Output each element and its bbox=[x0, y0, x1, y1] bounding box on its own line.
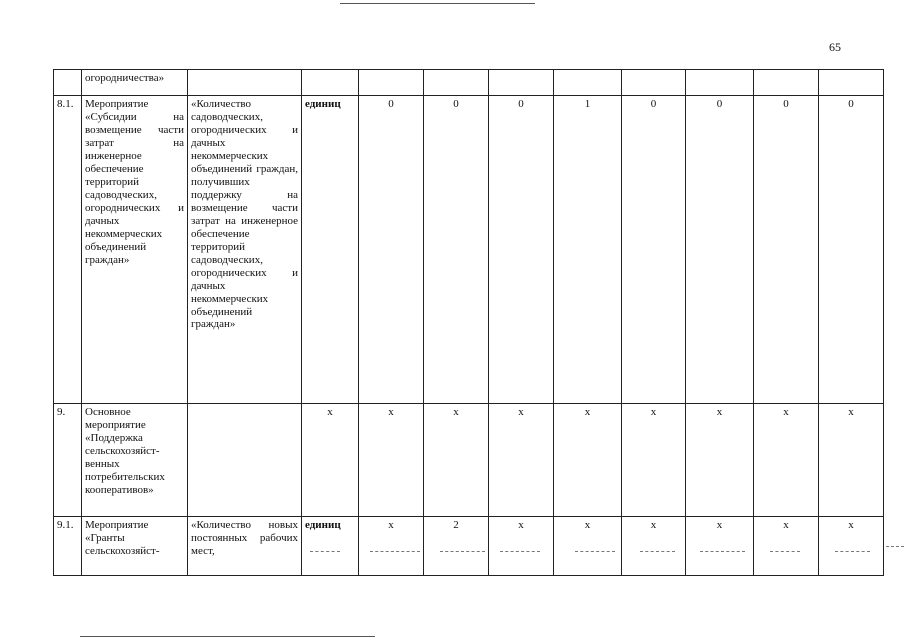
value-cell bbox=[686, 70, 754, 96]
activity-name: Основное мероприятие «Поддержка сельскохозяйст-венных потребительских кооперативов» bbox=[82, 404, 188, 517]
activity-name-text: Мероприятие «Гранты сельскохозяйст- bbox=[85, 519, 160, 557]
scan-dash-artifact bbox=[370, 551, 420, 553]
value-cell: x bbox=[754, 404, 819, 517]
value-cell bbox=[622, 70, 686, 96]
indicator-text bbox=[188, 517, 302, 576]
value-cell: x bbox=[819, 404, 884, 517]
indicator-text-body: «Количество новых постоянных рабочих мест, bbox=[191, 519, 298, 557]
value-cell: 0 bbox=[359, 96, 424, 404]
scan-dash-artifact bbox=[835, 551, 870, 553]
value-cell: x bbox=[424, 404, 489, 517]
value-cell: 0 bbox=[622, 96, 686, 404]
value-cell bbox=[489, 70, 554, 96]
scan-artifact-bottom bbox=[80, 636, 375, 637]
value-cell: x bbox=[622, 404, 686, 517]
row-number: 8.1. bbox=[54, 96, 82, 404]
value-cell: x bbox=[686, 404, 754, 517]
table-row-9-1 bbox=[54, 517, 884, 576]
value-cell bbox=[754, 70, 819, 96]
row-number: 9. bbox=[54, 404, 82, 517]
value-cell: x bbox=[359, 517, 424, 576]
value-cell: 0 bbox=[424, 96, 489, 404]
activity-name bbox=[82, 517, 188, 576]
value-cell: x bbox=[554, 517, 622, 576]
value-cell bbox=[424, 70, 489, 96]
scan-dash-artifact bbox=[770, 551, 800, 553]
scan-dash-artifact bbox=[640, 551, 675, 553]
value-cell: x bbox=[489, 517, 554, 576]
value-cell: x bbox=[819, 517, 884, 576]
value-cell: x bbox=[622, 517, 686, 576]
row-number: 9.1. bbox=[54, 517, 82, 576]
activity-name: Мероприятие «Субсидии на возмещение части затрат на инженерное обеспечение территорий садоводческих, огородничеcких и дачных некоммерческих объединений граждан» bbox=[82, 96, 188, 404]
value-cell: 0 bbox=[819, 96, 884, 404]
indicator-text bbox=[188, 404, 302, 517]
value-cell: 1 bbox=[554, 96, 622, 404]
scan-dash-artifact bbox=[886, 546, 904, 548]
indicators-table bbox=[53, 69, 884, 576]
activity-name: огородничества» bbox=[82, 70, 188, 96]
page-number: 65 bbox=[829, 40, 841, 54]
row-number bbox=[54, 70, 82, 96]
scan-dash-artifact bbox=[440, 551, 485, 553]
scan-dash-artifact bbox=[500, 551, 540, 553]
indicator-text: «Количество садоводческих, огороднических и дачных некоммерческих объединений граждан, получивших поддержку на возмещение части затрат на инженерное обеспечение территорий садоводческих, огороднических и дачных некоммерческих объединений граждан» bbox=[188, 96, 302, 404]
value-cell: 0 bbox=[489, 96, 554, 404]
value-cell: x bbox=[754, 517, 819, 576]
value-cell: 0 bbox=[754, 96, 819, 404]
value-cell: x bbox=[359, 404, 424, 517]
value-cell: x bbox=[554, 404, 622, 517]
table-row-8-1 bbox=[54, 96, 884, 404]
unit-cell: единиц bbox=[302, 96, 359, 404]
unit-cell: x bbox=[302, 404, 359, 517]
indicator-text bbox=[188, 70, 302, 96]
value-cell: 2 bbox=[424, 517, 489, 576]
value-cell: 0 bbox=[686, 96, 754, 404]
unit-cell: единиц bbox=[302, 517, 359, 576]
scan-dash-artifact bbox=[700, 551, 745, 553]
unit-cell bbox=[302, 70, 359, 96]
scan-dash-artifact bbox=[310, 551, 340, 553]
table-row-continuation bbox=[54, 70, 884, 96]
value-cell bbox=[554, 70, 622, 96]
value-cell bbox=[359, 70, 424, 96]
value-cell: x bbox=[489, 404, 554, 517]
scan-artifact-top bbox=[340, 3, 535, 4]
table-row-9 bbox=[54, 404, 884, 517]
value-cell: x bbox=[686, 517, 754, 576]
value-cell bbox=[819, 70, 884, 96]
scan-dash-artifact bbox=[575, 551, 615, 553]
